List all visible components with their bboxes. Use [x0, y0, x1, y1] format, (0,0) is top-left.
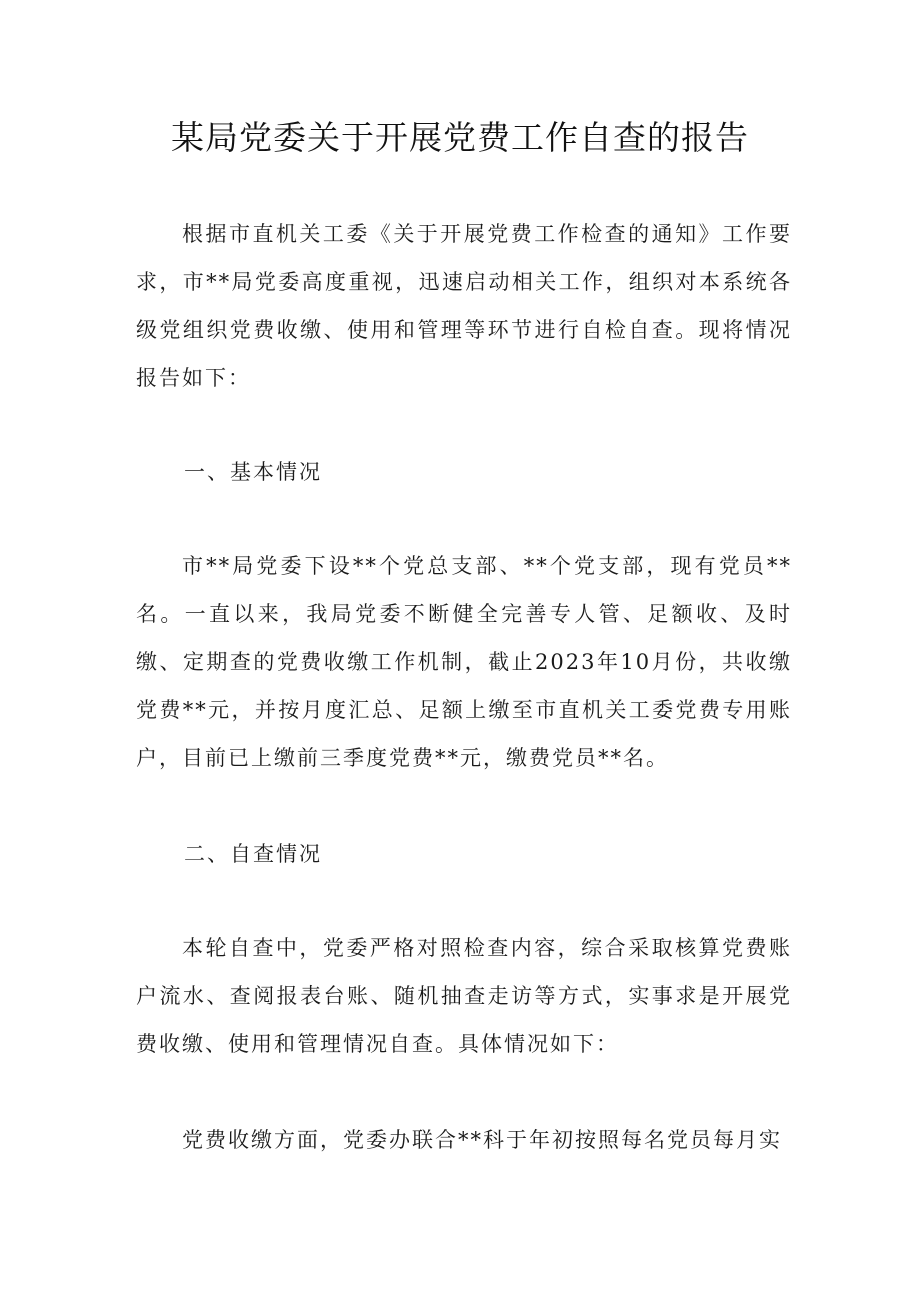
selfcheck-paragraph: 本轮自查中，党委严格对照检查内容，综合采取核算党费账户流水、查阅报表台账、随机抽查走访等方式，实事求是开展党费收缴、使用和管理情况自查。具体情况如下：: [136, 936, 792, 1056]
basic-situation-paragraph: 市**局党委下设**个党总支部、**个党支部，现有党员**名。一直以来，我局党委不断健全完善专人管、足额收、及时缴、定期查的党费收缴工作机制，截止2023年10月份，共收缴党费**元，并按月度汇总、足额上缴至市直机关工委党费专用账户，目前已上缴前三季度党费**元，缴费党员**名。: [136, 554, 792, 770]
section-heading-selfcheck: 二、自查情况: [184, 842, 322, 866]
section-heading-basic: 一、基本情况: [184, 460, 322, 484]
fee-collection-paragraph: 党费收缴方面，党委办联合**科于年初按照每名党员每月实: [182, 1128, 782, 1152]
intro-paragraph: 根据市直机关工委《关于开展党费工作检查的通知》工作要求，市**局党委高度重视，迅速启动相关工作，组织对本系统各级党组织党费收缴、使用和管理等环节进行自检自查。现将情况报告如下：: [136, 222, 792, 390]
document-title: 某局党委关于开展党费工作自查的报告: [171, 118, 749, 157]
